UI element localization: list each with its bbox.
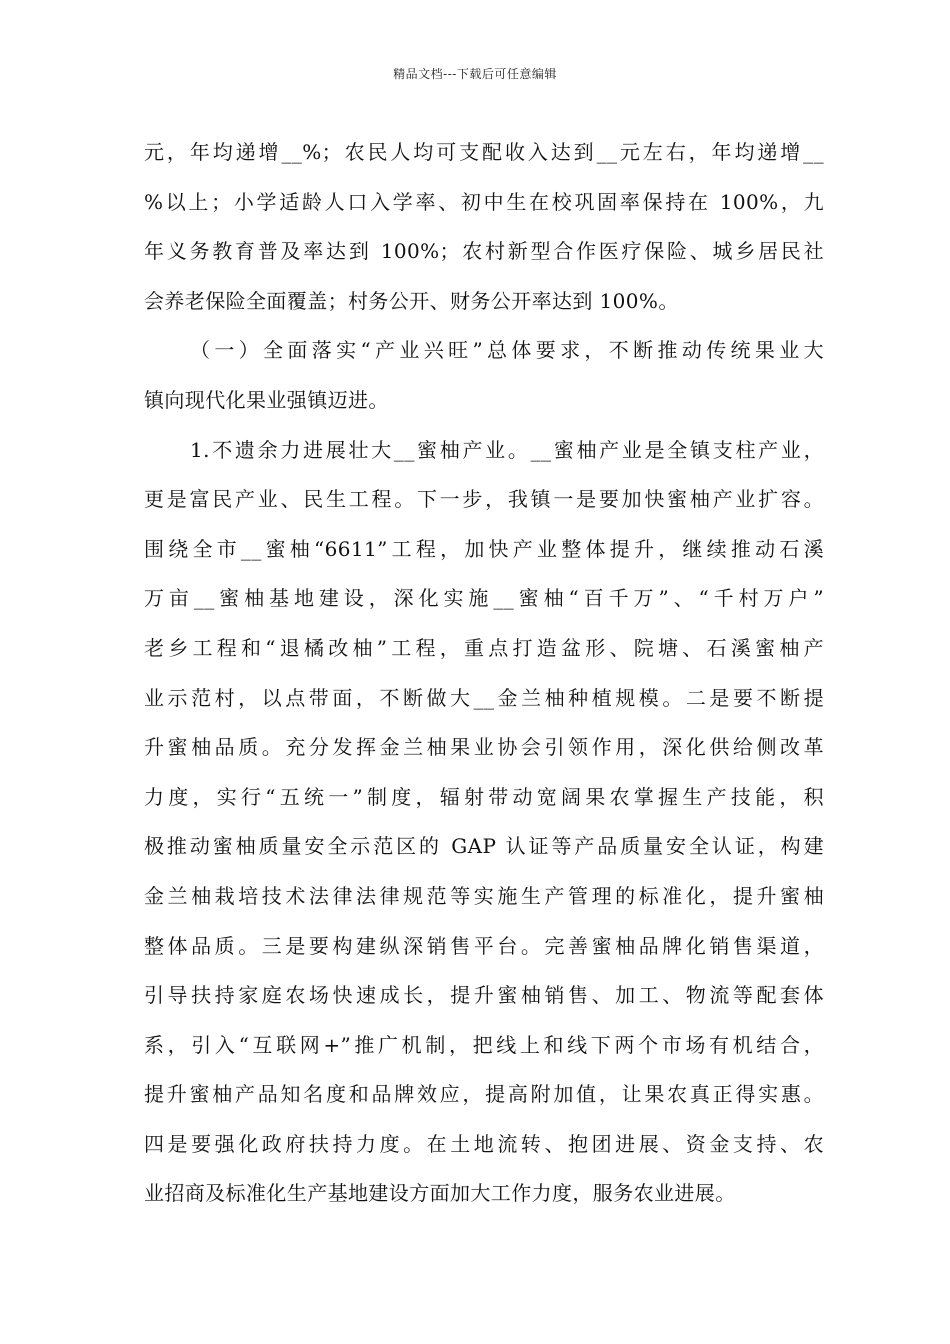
text-line: 提升蜜柚产品知名度和品牌效应，提高附加值，让果农真正得实惠。: [144, 1082, 824, 1107]
paragraph-2: [144, 326, 824, 425]
text-line: 极推动蜜柚质量安全示范区的 GAP 认证等产品质量安全认证，构建: [144, 834, 824, 859]
text-line: 会养老保险全面覆盖；村务公开、财务公开率达到 100%。: [144, 288, 679, 313]
text-line: 引导扶持家庭农场快速成长，提升蜜柚销售、加工、物流等配套体: [144, 983, 824, 1008]
text-line: 整体品质。三是要构建纵深销售平台。完善蜜柚品牌化销售渠道，: [144, 933, 824, 958]
text-line: 力度，实行“五统一”制度，辐射带动宽阔果农掌握生产技能，积: [144, 784, 824, 809]
text-line: 四是要强化政府扶持力度。在土地流转、抱团进展、资金支持、农: [144, 1131, 824, 1156]
text-line: 年义务教育普及率达到 100%；农村新型合作医疗保险、城乡居民社: [144, 239, 824, 264]
document-body: [144, 128, 824, 1219]
text-line: %以上；小学适龄人口入学率、初中生在校巩固率保持在 100%，九: [144, 189, 824, 214]
text-line: 镇向现代化果业强镇迈进。: [144, 387, 389, 412]
text-line: 元，年均递增__%；农民人均可支配收入达到__元左右，年均递增__: [144, 140, 824, 164]
text-line: 更是富民产业、民生工程。下一步，我镇一是要加快蜜柚产业扩容。: [144, 487, 824, 512]
text-line: 金兰柚栽培技术法律法律规范等实施生产管理的标准化，提升蜜柚: [144, 883, 824, 908]
text-line: 万亩__蜜柚基地建设，深化实施__蜜柚“百千万”、“千村万户”: [144, 586, 824, 611]
paragraph-1: [144, 128, 824, 326]
paragraph-3: [144, 426, 824, 1220]
text-line: 业示范村，以点带面，不断做大__金兰柚种植规模。二是要不断提: [144, 685, 824, 710]
text-line: 业招商及标准化生产基地建设方面加大工作力度，服务农业进展。: [144, 1181, 736, 1206]
page-header: 精品文档---下载后可任意编辑: [393, 67, 557, 81]
text-line: 1.不遗余力进展壮大__蜜柚产业。__蜜柚产业是全镇支柱产业，: [190, 437, 824, 462]
text-line: 升蜜柚品质。充分发挥金兰柚果业协会引领作用，深化供给侧改革: [144, 735, 824, 760]
text-line: （一）全面落实“产业兴旺”总体要求，不断推动传统果业大: [190, 338, 824, 363]
text-line: 围绕全市__蜜柚“6611”工程，加快产业整体提升，继续推动石溪: [144, 536, 824, 561]
text-line: 老乡工程和“退橘改柚”工程，重点打造盆形、院塘、石溪蜜柚产: [144, 635, 824, 660]
text-line: 系，引入“互联网+”推广机制，把线上和线下两个市场有机结合，: [144, 1032, 824, 1057]
